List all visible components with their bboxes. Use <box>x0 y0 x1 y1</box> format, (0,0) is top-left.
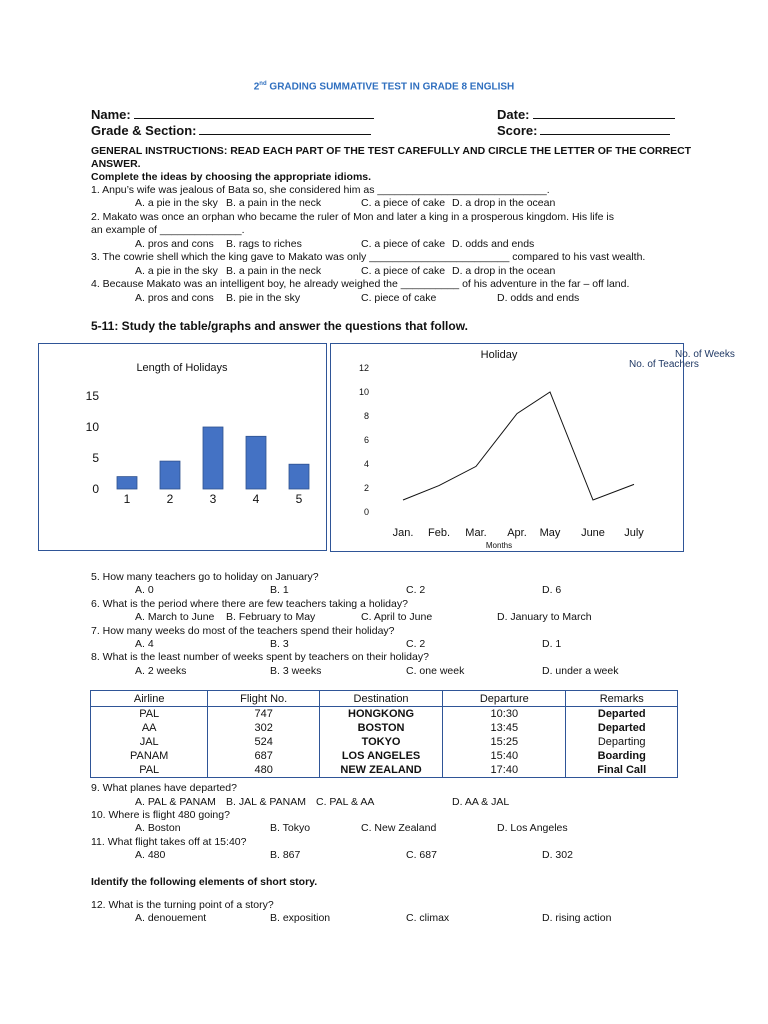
question-1: 1. Anpu’s wife was jealous of Bata so, she considered him as _____________________________. <box>91 184 550 196</box>
cell-destination: BOSTON <box>319 721 442 735</box>
cell-destination: NEW ZEALAND <box>319 763 442 778</box>
question-5: 5. How many teachers go to holiday on January? <box>91 571 319 583</box>
cell-departure: 15:40 <box>443 749 566 763</box>
q1-option-c[interactable]: C. a piece of cake <box>361 197 446 209</box>
line-y-tick: 12 <box>358 363 369 373</box>
cell-remarks: Final Call <box>597 764 647 776</box>
q7-option-b[interactable]: B. 3 <box>270 638 289 650</box>
q11-option-c[interactable]: C. 687 <box>406 849 437 861</box>
header-departure: Departure <box>443 691 566 707</box>
q7-option-a[interactable]: A. 4 <box>135 638 154 650</box>
cell-remarks: Departed <box>597 708 646 720</box>
bar-chart <box>39 344 326 550</box>
cell-airline: AA <box>91 721 208 735</box>
q6-option-a[interactable]: A. March to June <box>135 611 215 623</box>
cell-flight-no: 302 <box>208 721 320 735</box>
line-y-tick: 2 <box>363 483 369 493</box>
line-y-tick: 8 <box>363 411 369 421</box>
bar-x-tick: 4 <box>252 492 260 506</box>
score-field[interactable] <box>497 123 670 138</box>
table-row <box>91 735 678 749</box>
cell-flight-no: 524 <box>208 735 320 749</box>
line-chart-frame <box>330 343 684 552</box>
q6-option-d[interactable]: D. January to March <box>497 611 592 623</box>
q10-option-d[interactable]: D. Los Angeles <box>497 822 568 834</box>
question-10: 10. Where is flight 480 going? <box>91 809 230 821</box>
q6-option-b[interactable]: B. February to May <box>226 611 316 623</box>
q9-option-d[interactable]: D. AA & JAL <box>452 796 510 808</box>
bar-1 <box>117 477 137 489</box>
bar-chart-frame <box>38 343 327 551</box>
cell-departure: 13:45 <box>443 721 566 735</box>
general-instructions: GENERAL INSTRUCTIONS: READ EACH PART OF THE TEST CAREFULLY AND CIRCLE THE LETTER OF THE CORRECT <box>91 145 692 157</box>
q7-option-d[interactable]: D. 1 <box>542 638 562 650</box>
q2-option-a[interactable]: A. pros and cons <box>135 238 214 250</box>
bar-y-tick: 15 <box>85 389 99 403</box>
q12-option-b[interactable]: B. exposition <box>270 912 331 924</box>
score-label: Score: <box>497 123 538 138</box>
cell-destination: LOS ANGELES <box>319 749 442 763</box>
cell-destination: HONGKONG <box>319 707 442 722</box>
table-header-row <box>91 691 678 707</box>
q3-option-b[interactable]: B. a pain in the neck <box>226 265 322 277</box>
q3-option-c[interactable]: C. a piece of cake <box>361 265 446 277</box>
cell-remarks: Boarding <box>597 750 646 762</box>
line-y-tick: 10 <box>358 387 369 397</box>
q4-option-a[interactable]: A. pros and cons <box>135 292 214 304</box>
q9-option-b[interactable]: B. JAL & PANAM <box>226 796 306 808</box>
question-2-cont: an example of ______________. <box>91 224 245 236</box>
bar-y-tick: 0 <box>92 482 99 496</box>
cell-airline: PANAM <box>91 749 208 763</box>
q2-option-b[interactable]: B. rags to riches <box>226 238 302 250</box>
q11-option-d[interactable]: D. 302 <box>542 849 573 861</box>
question-6: 6. What is the period where there are few teachers taking a holiday? <box>91 598 408 610</box>
table-row <box>91 749 678 763</box>
test-title: 2nd GRADING SUMMATIVE TEST IN GRADE 8 ENGLISH <box>253 81 515 93</box>
bar-x-tick: 3 <box>209 492 217 506</box>
bar-x-tick: 1 <box>123 492 131 506</box>
q1-option-b[interactable]: B. a pain in the neck <box>226 197 322 209</box>
date-label: Date: <box>497 107 530 122</box>
line-y-tick: 6 <box>363 435 369 445</box>
line-x-tick: Apr. <box>507 527 527 539</box>
q10-option-b[interactable]: B. Tokyo <box>270 822 311 834</box>
idioms-instructions: Complete the ideas by choosing the appropriate idioms. <box>91 171 372 183</box>
flight-table <box>90 690 678 778</box>
cell-airline: PAL <box>91 763 208 778</box>
q2-option-c[interactable]: C. a piece of cake <box>361 238 446 250</box>
q12-option-d[interactable]: D. rising action <box>542 912 612 924</box>
bar-chart-title: Length of Holidays <box>136 362 228 374</box>
q11-option-b[interactable]: B. 867 <box>270 849 301 861</box>
bar-y-tick: 10 <box>85 420 99 434</box>
table-row <box>91 763 678 778</box>
q2-option-d[interactable]: D. odds and ends <box>452 238 535 250</box>
table-row <box>91 721 678 735</box>
line-series <box>403 392 634 500</box>
q7-option-c[interactable]: C. 2 <box>406 638 426 650</box>
question-3: 3. The cowrie shell which the king gave to Makato was only ________________________ compared to his vast wealth. <box>91 251 646 263</box>
q3-option-a[interactable]: A. a pie in the sky <box>135 265 218 277</box>
q1-option-d[interactable]: D. a drop in the ocean <box>452 197 556 209</box>
q4-option-d[interactable]: D. odds and ends <box>497 292 580 304</box>
q11-option-a[interactable]: A. 480 <box>135 849 166 861</box>
date-field[interactable] <box>497 107 675 122</box>
header-flight-no: Flight No. <box>208 691 320 707</box>
cell-remarks: Departed <box>597 722 646 734</box>
cell-flight-no: 747 <box>208 707 320 722</box>
legend-teachers: No. of Teachers <box>629 359 699 370</box>
line-chart-xlabel: Months <box>485 541 513 550</box>
cell-flight-no: 687 <box>208 749 320 763</box>
cell-departure: 15:25 <box>443 735 566 749</box>
question-2: 2. Makato was once an orphan who became the ruler of Mon and later a king in a prosperous kingdom. His life is <box>91 211 614 223</box>
q9-option-c[interactable]: C. PAL & AA <box>316 796 375 808</box>
q8-option-a[interactable]: A. 2 weeks <box>135 665 187 677</box>
question-7: 7. How many weeks do most of the teachers spend their holiday? <box>91 625 395 637</box>
question-9: 9. What planes have departed? <box>91 782 237 794</box>
q5-option-b[interactable]: B. 1 <box>270 584 289 596</box>
bar-x-tick: 5 <box>295 492 303 506</box>
q10-option-c[interactable]: C. New Zealand <box>361 822 437 834</box>
q4-option-c[interactable]: C. piece of cake <box>361 292 437 304</box>
line-x-tick: May <box>539 527 561 539</box>
cell-airline: PAL <box>91 707 208 722</box>
question-8: 8. What is the least number of weeks spent by teachers on their holiday? <box>91 651 429 663</box>
cell-departure: 10:30 <box>443 707 566 722</box>
bar-x-tick: 2 <box>166 492 174 506</box>
line-y-tick: 0 <box>363 507 369 517</box>
grade-section-field[interactable] <box>91 123 371 138</box>
bar-4 <box>246 436 266 489</box>
q3-option-d[interactable]: D. a drop in the ocean <box>452 265 556 277</box>
line-y-tick: 4 <box>363 459 369 469</box>
line-x-tick: Feb. <box>427 527 451 539</box>
q5-option-d[interactable]: D. 6 <box>542 584 562 596</box>
q8-option-b[interactable]: B. 3 weeks <box>270 665 322 677</box>
cell-destination: TOKYO <box>319 735 442 749</box>
q5-option-a[interactable]: A. 0 <box>135 584 154 596</box>
legend-weeks: No. of Weeks <box>675 349 735 360</box>
table-row <box>91 707 678 722</box>
header-remarks: Remarks <box>566 691 678 707</box>
line-x-tick: June <box>581 527 605 539</box>
bar-y-tick: 5 <box>92 451 99 465</box>
line-x-tick: July <box>624 527 644 539</box>
story-section-heading: Identify the following elements of short story. <box>91 876 318 888</box>
q8-option-d[interactable]: D. under a week <box>542 665 619 677</box>
line-x-tick: Mar. <box>465 527 487 539</box>
name-field[interactable] <box>91 107 374 122</box>
cell-airline: JAL <box>91 735 208 749</box>
q12-option-c[interactable]: C. climax <box>406 912 450 924</box>
bar-2 <box>160 461 180 489</box>
q1-option-a[interactable]: A. a pie in the sky <box>135 197 218 209</box>
cell-remarks: Departing <box>597 736 646 748</box>
line-x-tick: Jan. <box>392 527 414 539</box>
bar-5 <box>289 464 309 489</box>
grade-section-label: Grade & Section: <box>91 123 197 138</box>
header-airline: Airline <box>91 691 208 707</box>
graphs-section-heading: 5-11: Study the table/graphs and answer the questions that follow. <box>91 319 468 333</box>
q5-option-c[interactable]: C. 2 <box>406 584 426 596</box>
question-11: 11. What flight takes off at 15:40? <box>91 836 247 848</box>
line-chart-title: Holiday <box>480 349 518 361</box>
name-label: Name: <box>91 107 131 122</box>
q8-option-c[interactable]: C. one week <box>406 665 465 677</box>
q6-option-c[interactable]: C. April to June <box>361 611 433 623</box>
q12-option-a[interactable]: A. denouement <box>135 912 207 924</box>
cell-departure: 17:40 <box>443 763 566 778</box>
header-destination: Destination <box>319 691 442 707</box>
bar-3 <box>203 427 223 489</box>
q4-option-b[interactable]: B. pie in the sky <box>226 292 301 304</box>
question-4: 4. Because Makato was an intelligent boy, he already weighed the __________ of his adventure in the far – off land. <box>91 278 630 290</box>
question-12: 12. What is the turning point of a story? <box>91 899 274 911</box>
cell-flight-no: 480 <box>208 763 320 778</box>
general-instructions-cont: ANSWER. <box>91 158 141 170</box>
q9-option-a[interactable]: A. PAL & PANAM <box>135 796 216 808</box>
line-chart <box>331 344 683 551</box>
q10-option-a[interactable]: A. Boston <box>135 822 181 834</box>
